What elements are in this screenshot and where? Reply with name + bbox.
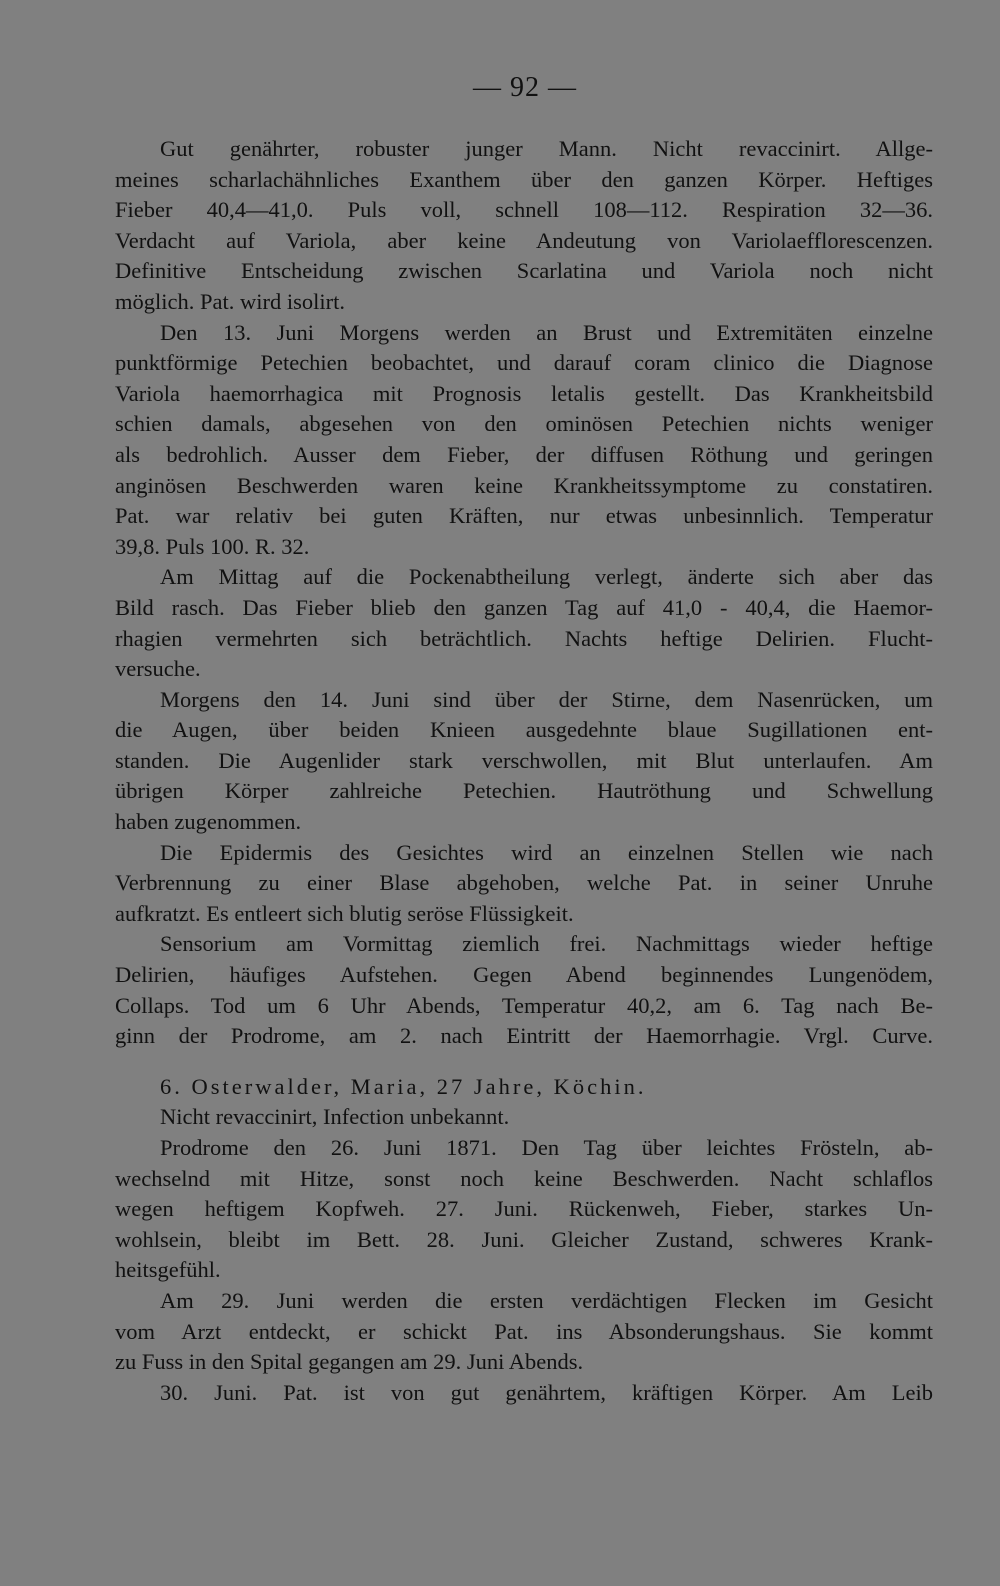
text-line: übrigen Körper zahlreiche Petechien. Hautröthung und Schwellung bbox=[115, 778, 933, 804]
text-line: Nicht revaccinirt, Infection unbekannt. bbox=[160, 1104, 510, 1130]
text-line: Die Epidermis des Gesichtes wird an einzelnen Stellen wie nach bbox=[160, 839, 933, 865]
text-line: Den 13. Juni Morgens werden an Brust und Extremitäten einzelne bbox=[160, 319, 933, 345]
text-line: zu Fuss in den Spital gegangen am 29. Juni Abends. bbox=[115, 1349, 584, 1375]
text-line: 30. Juni. Pat. ist von gut genährtem, kräftigen Körper. Am Leib bbox=[160, 1379, 933, 1405]
text-line: standen. Die Augenlider stark verschwollen, mit Blut unterlaufen. Am bbox=[115, 747, 933, 773]
body-text bbox=[115, 134, 933, 1408]
text-line: Verbrennung zu einer Blase abgehoben, welche Pat. in seiner Unruhe bbox=[115, 870, 933, 896]
text-line: Am 29. Juni werden die ersten verdächtigen Flecken im Gesicht bbox=[160, 1287, 933, 1313]
text-line: Collaps. Tod um 6 Uhr Abends, Temperatur 40,2, am 6. Tag nach Be- bbox=[115, 992, 933, 1018]
section-gap bbox=[115, 1052, 933, 1072]
text-line: haben zugenommen. bbox=[115, 809, 302, 835]
text-line: aufkratzt. Es entleert sich blutig seröse Flüssigkeit. bbox=[115, 900, 574, 926]
text-line: Pat. war relativ bei guten Kräften, nur etwas unbesinnlich. Temperatur bbox=[115, 503, 933, 529]
text-line: 39,8. Puls 100. R. 32. bbox=[115, 533, 310, 559]
text-line: Morgens den 14. Juni sind über der Stirne, dem Nasenrücken, um bbox=[160, 686, 933, 712]
text-line: schien damals, abgesehen von den ominösen Petechien nichts weniger bbox=[115, 411, 933, 437]
text-line: die Augen, über beiden Knieen ausgedehnte blaue Sugillationen ent- bbox=[115, 717, 933, 743]
text-line: wohlsein, bleibt im Bett. 28. Juni. Gleicher Zustand, schweres Krank- bbox=[115, 1226, 933, 1252]
text-line: als bedrohlich. Ausser dem Fieber, der diffusen Röthung und geringen bbox=[115, 441, 933, 467]
text-line: Bild rasch. Das Fieber blieb den ganzen Tag auf 41,0 - 40,4, die Haemor- bbox=[115, 594, 933, 620]
text-line: Fieber 40,4—41,0. Puls voll, schnell 108—112. Respiration 32—36. bbox=[115, 197, 933, 223]
text-line: Delirien, häufiges Aufstehen. Gegen Abend beginnendes Lungenödem, bbox=[115, 962, 933, 988]
text-line: Verdacht auf Variola, aber keine Andeutung von Variolaefflorescenzen. bbox=[115, 227, 933, 253]
text-line: anginösen Beschwerden waren keine Krankheitssymptome zu constatiren. bbox=[115, 472, 933, 498]
page-number: — 92 — bbox=[473, 72, 577, 103]
text-line: Variola haemorrhagica mit Prognosis letalis gestellt. Das Krankheitsbild bbox=[115, 380, 933, 406]
text-line: Am Mittag auf die Pockenabtheilung verlegt, änderte sich aber das bbox=[160, 564, 933, 590]
text-line: punktförmige Petechien beobachtet, und darauf coram clinico die Diagnose bbox=[115, 350, 933, 376]
text-line: möglich. Pat. wird isolirt. bbox=[115, 288, 345, 314]
text-line: meines scharlachähnliches Exanthem über den ganzen Körper. Heftiges bbox=[115, 166, 933, 192]
text-line: wechselnd mit Hitze, sonst noch keine Beschwerden. Nacht schlaflos bbox=[115, 1165, 933, 1191]
text-line: Definitive Entscheidung zwischen Scarlatina und Variola noch nicht bbox=[115, 258, 933, 284]
text-line: ginn der Prodrome, am 2. nach Eintritt der Haemorrhagie. Vrgl. Curve. bbox=[115, 1023, 933, 1049]
text-line: vom Arzt entdeckt, er schickt Pat. ins Absonderungshaus. Sie kommt bbox=[115, 1318, 933, 1344]
text-line: 6. Osterwalder, Maria, 27 Jahre, Köchin. bbox=[160, 1073, 647, 1099]
text-line: Sensorium am Vormittag ziemlich frei. Nachmittags wieder heftige bbox=[160, 931, 933, 957]
text-line: heitsgefühl. bbox=[115, 1257, 221, 1283]
text-line: Gut genährter, robuster junger Mann. Nicht revaccinirt. Allge- bbox=[160, 136, 933, 161]
text-line: wegen heftigem Kopfweh. 27. Juni. Rückenweh, Fieber, starkes Un- bbox=[115, 1196, 933, 1222]
text-line: versuche. bbox=[115, 656, 201, 682]
text-line: rhagien vermehrten sich beträchtlich. Nachts heftige Delirien. Flucht- bbox=[115, 625, 933, 651]
text-line: Prodrome den 26. Juni 1871. Den Tag über leichtes Frösteln, ab- bbox=[160, 1135, 933, 1160]
